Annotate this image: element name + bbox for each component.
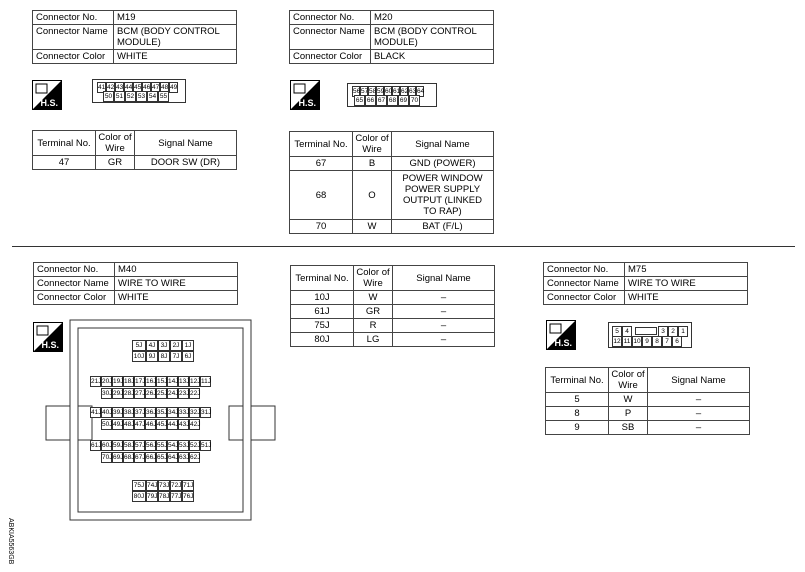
pin-69: 69 bbox=[399, 97, 408, 104]
color-cell: W bbox=[353, 220, 392, 234]
connector-name-label: Connector Name bbox=[544, 277, 625, 291]
pin-42: 42 bbox=[107, 84, 115, 91]
color-cell: O bbox=[353, 171, 392, 220]
terminal-cell: 61J bbox=[291, 305, 354, 319]
pin-26J: 26J bbox=[146, 390, 157, 397]
terminal-cell: 67 bbox=[290, 157, 353, 171]
connector-no-value: M40 bbox=[115, 263, 238, 277]
signal-cell: – bbox=[648, 421, 750, 435]
connector-no-value: M20 bbox=[371, 11, 494, 25]
pin-41: 41 bbox=[98, 84, 106, 91]
table-row bbox=[290, 171, 494, 220]
m75-key-slot bbox=[635, 327, 657, 335]
hs-label: H.S. bbox=[298, 98, 316, 108]
pin-42J: 42J bbox=[190, 421, 201, 428]
pin-45J: 45J bbox=[157, 421, 168, 428]
pin-46: 46 bbox=[143, 84, 151, 91]
pin-53J: 53J bbox=[179, 442, 190, 449]
figure-code: ABKIA5563GB bbox=[7, 518, 14, 565]
terminal-no-header: Terminal No. bbox=[546, 368, 609, 393]
table-row bbox=[290, 220, 494, 234]
wire-color-header: Color of Wire bbox=[354, 266, 393, 291]
m40-connector-face bbox=[44, 318, 277, 522]
signal-cell: – bbox=[648, 393, 750, 407]
m19-connector-face bbox=[92, 79, 186, 103]
pin-8: 8 bbox=[652, 336, 662, 347]
connector-no-label: Connector No. bbox=[544, 263, 625, 277]
pin-12: 12 bbox=[613, 338, 621, 345]
pin-62J: 62J bbox=[190, 454, 201, 461]
connector-color-label: Connector Color bbox=[34, 291, 115, 305]
pin-48: 48 bbox=[161, 84, 169, 91]
m20-info-table bbox=[289, 10, 494, 64]
connector-no-value: M75 bbox=[625, 263, 748, 277]
pin-60: 60 bbox=[385, 88, 393, 95]
pin-9J: 9J bbox=[146, 351, 158, 362]
pin-52J: 52J bbox=[190, 442, 201, 449]
pin-79J: 79J bbox=[147, 493, 158, 500]
pin-65J: 65J bbox=[157, 454, 168, 461]
wire-color-header: Color of Wire bbox=[353, 132, 392, 157]
pin-58J: 58J bbox=[124, 442, 135, 449]
table-row bbox=[546, 393, 750, 407]
pin-7J: 7J bbox=[170, 351, 182, 362]
pin-20J: 20J bbox=[102, 378, 113, 385]
pin-59J: 59J bbox=[113, 442, 124, 449]
hs-label: H.S. bbox=[41, 340, 59, 350]
pin-32J: 32J bbox=[190, 409, 201, 416]
pin-7: 7 bbox=[662, 336, 672, 347]
signal-name-header: Signal Name bbox=[392, 132, 494, 157]
m75-connector-face bbox=[608, 322, 692, 348]
pin-19J: 19J bbox=[113, 378, 124, 385]
signal-name-header: Signal Name bbox=[648, 368, 750, 393]
color-cell: R bbox=[354, 319, 393, 333]
terminal-cell: 10J bbox=[291, 291, 354, 305]
pin-66: 66 bbox=[366, 97, 375, 104]
pin-30J: 30J bbox=[102, 390, 113, 397]
color-cell: P bbox=[609, 407, 648, 421]
table-row bbox=[291, 319, 495, 333]
table-row bbox=[291, 291, 495, 305]
connector-color-value: BLACK bbox=[371, 50, 494, 64]
pin-74J: 74J bbox=[147, 482, 158, 489]
hs-harness-side-icon bbox=[290, 80, 320, 110]
pin-21J: 21J bbox=[91, 378, 102, 385]
wire-color-header: Color of Wire bbox=[96, 131, 135, 156]
signal-cell: BAT (F/L) bbox=[392, 220, 494, 234]
pin-18J: 18J bbox=[124, 378, 135, 385]
pin-73J: 73J bbox=[159, 482, 170, 489]
pin-54: 54 bbox=[148, 93, 157, 100]
connector-name-label: Connector Name bbox=[290, 25, 371, 50]
pin-46J: 46J bbox=[146, 421, 157, 428]
table-row bbox=[291, 333, 495, 347]
terminal-cell: 8 bbox=[546, 407, 609, 421]
color-cell: GR bbox=[96, 156, 135, 170]
pin-28J: 28J bbox=[124, 390, 135, 397]
pin-76J: 76J bbox=[183, 493, 194, 500]
pin-44: 44 bbox=[125, 84, 133, 91]
pin-61: 61 bbox=[393, 88, 401, 95]
pin-59: 59 bbox=[377, 88, 385, 95]
hs-label: H.S. bbox=[40, 98, 58, 108]
pin-2: 2 bbox=[668, 326, 678, 337]
signal-cell: – bbox=[393, 319, 495, 333]
signal-cell: – bbox=[648, 407, 750, 421]
pin-80J: 80J bbox=[133, 493, 145, 500]
m75-info-table bbox=[543, 262, 748, 305]
pin-51J: 51J bbox=[201, 442, 212, 449]
pin-4J: 4J bbox=[146, 340, 158, 351]
pin-11: 11 bbox=[623, 338, 631, 345]
color-cell: SB bbox=[609, 421, 648, 435]
pin-17J: 17J bbox=[135, 378, 146, 385]
pin-10: 10 bbox=[633, 338, 641, 345]
pin-45: 45 bbox=[134, 84, 142, 91]
pin-48J: 48J bbox=[124, 421, 135, 428]
pin-57: 57 bbox=[361, 88, 369, 95]
connector-name-label: Connector Name bbox=[34, 277, 115, 291]
pin-40J: 40J bbox=[102, 409, 113, 416]
hs-harness-side-icon bbox=[546, 320, 576, 350]
pin-41J: 41J bbox=[91, 409, 102, 416]
m40-signal-table bbox=[290, 265, 495, 347]
pin-61J: 61J bbox=[91, 442, 102, 449]
pin-57J: 57J bbox=[135, 442, 146, 449]
pin-9: 9 bbox=[642, 336, 652, 347]
pin-29J: 29J bbox=[113, 390, 124, 397]
signal-cell: – bbox=[393, 305, 495, 319]
signal-name-header: Signal Name bbox=[135, 131, 237, 156]
pin-1J: 1J bbox=[182, 340, 194, 351]
pin-13J: 13J bbox=[179, 378, 190, 385]
pin-11J: 11J bbox=[201, 378, 211, 385]
m40-info-table bbox=[33, 262, 238, 305]
section-divider bbox=[12, 246, 795, 247]
pin-66J: 66J bbox=[146, 454, 157, 461]
m19-signal-table bbox=[32, 130, 237, 170]
table-row bbox=[33, 156, 237, 170]
signal-name-header: Signal Name bbox=[393, 266, 495, 291]
pin-22J: 22J bbox=[190, 390, 201, 397]
terminal-cell: 70 bbox=[290, 220, 353, 234]
table-row bbox=[546, 421, 750, 435]
pin-67: 67 bbox=[377, 97, 386, 104]
connector-color-value: WHITE bbox=[115, 291, 238, 305]
pin-65: 65 bbox=[355, 97, 364, 104]
pin-4: 4 bbox=[622, 326, 632, 337]
m75-signal-table bbox=[545, 367, 750, 435]
pin-72J: 72J bbox=[171, 482, 182, 489]
pin-2J: 2J bbox=[170, 340, 182, 351]
signal-cell: DOOR SW (DR) bbox=[135, 156, 237, 170]
pin-44J: 44J bbox=[168, 421, 179, 428]
pin-10J: 10J bbox=[133, 353, 145, 360]
m19-info-table bbox=[32, 10, 237, 64]
m20-connector-face bbox=[347, 83, 437, 107]
pin-71J: 71J bbox=[183, 482, 194, 489]
pin-3: 3 bbox=[658, 326, 668, 337]
terminal-cell: 75J bbox=[291, 319, 354, 333]
pin-24J: 24J bbox=[168, 390, 179, 397]
connector-color-label: Connector Color bbox=[544, 291, 625, 305]
pin-25J: 25J bbox=[157, 390, 168, 397]
table-row bbox=[290, 157, 494, 171]
terminal-cell: 5 bbox=[546, 393, 609, 407]
pin-77J: 77J bbox=[171, 493, 182, 500]
terminal-no-header: Terminal No. bbox=[290, 132, 353, 157]
pin-23J: 23J bbox=[179, 390, 190, 397]
terminal-no-header: Terminal No. bbox=[33, 131, 96, 156]
connector-name-value: WIRE TO WIRE bbox=[625, 277, 748, 291]
pin-27J: 27J bbox=[135, 390, 146, 397]
pin-3J: 3J bbox=[158, 340, 170, 351]
pin-39J: 39J bbox=[113, 409, 124, 416]
terminal-cell: 80J bbox=[291, 333, 354, 347]
pin-6J: 6J bbox=[182, 351, 194, 362]
connector-no-label: Connector No. bbox=[290, 11, 371, 25]
pin-36J: 36J bbox=[146, 409, 157, 416]
pin-63J: 63J bbox=[179, 454, 190, 461]
connector-name-label: Connector Name bbox=[33, 25, 114, 50]
pin-12J: 12J bbox=[190, 378, 201, 385]
pin-54J: 54J bbox=[168, 442, 179, 449]
pin-62: 62 bbox=[401, 88, 409, 95]
pin-15J: 15J bbox=[157, 378, 168, 385]
pin-52: 52 bbox=[126, 93, 135, 100]
terminal-cell: 68 bbox=[290, 171, 353, 220]
pin-75J: 75J bbox=[133, 482, 145, 489]
pin-64J: 64J bbox=[168, 454, 179, 461]
connector-color-value: WHITE bbox=[114, 50, 237, 64]
pin-70J: 70J bbox=[102, 454, 113, 461]
pin-70: 70 bbox=[410, 97, 419, 104]
pin-43J: 43J bbox=[179, 421, 190, 428]
color-cell: W bbox=[354, 291, 393, 305]
pin-55: 55 bbox=[159, 93, 168, 100]
m20-signal-table bbox=[289, 131, 494, 234]
pin-34J: 34J bbox=[168, 409, 179, 416]
connector-name-value: BCM (BODY CONTROL MODULE) bbox=[114, 25, 237, 50]
pin-33J: 33J bbox=[179, 409, 190, 416]
pin-8J: 8J bbox=[158, 351, 170, 362]
table-row bbox=[546, 407, 750, 421]
pin-58: 58 bbox=[369, 88, 377, 95]
signal-cell: – bbox=[393, 291, 495, 305]
connector-name-value: BCM (BODY CONTROL MODULE) bbox=[371, 25, 494, 50]
terminal-no-header: Terminal No. bbox=[291, 266, 354, 291]
terminal-cell: 9 bbox=[546, 421, 609, 435]
pin-37J: 37J bbox=[135, 409, 146, 416]
connector-no-value: M19 bbox=[114, 11, 237, 25]
table-row bbox=[291, 305, 495, 319]
pin-1: 1 bbox=[678, 326, 688, 337]
pin-78J: 78J bbox=[159, 493, 170, 500]
pin-47J: 47J bbox=[135, 421, 146, 428]
pin-56J: 56J bbox=[146, 442, 157, 449]
pin-35J: 35J bbox=[157, 409, 168, 416]
pin-6: 6 bbox=[672, 336, 682, 347]
pin-5: 5 bbox=[612, 326, 622, 337]
pin-68J: 68J bbox=[124, 454, 135, 461]
signal-cell: GND (POWER) bbox=[392, 157, 494, 171]
pin-31J: 31J bbox=[201, 409, 212, 416]
signal-cell: – bbox=[393, 333, 495, 347]
pin-50J: 50J bbox=[102, 421, 113, 428]
wire-color-header: Color of Wire bbox=[609, 368, 648, 393]
hs-label: H.S. bbox=[554, 338, 572, 348]
pin-64: 64 bbox=[417, 88, 425, 95]
connector-no-label: Connector No. bbox=[34, 263, 115, 277]
pin-60J: 60J bbox=[102, 442, 113, 449]
connector-color-label: Connector Color bbox=[33, 50, 114, 64]
pin-38J: 38J bbox=[124, 409, 135, 416]
pin-51: 51 bbox=[115, 93, 124, 100]
color-cell: LG bbox=[354, 333, 393, 347]
pin-67J: 67J bbox=[135, 454, 146, 461]
connector-no-label: Connector No. bbox=[33, 11, 114, 25]
connector-color-label: Connector Color bbox=[290, 50, 371, 64]
terminal-cell: 47 bbox=[33, 156, 96, 170]
connector-color-value: WHITE bbox=[625, 291, 748, 305]
pin-14J: 14J bbox=[168, 378, 179, 385]
color-cell: W bbox=[609, 393, 648, 407]
signal-cell: POWER WINDOW POWER SUPPLY OUTPUT (LINKED TO RAP) bbox=[392, 171, 494, 220]
pin-5J: 5J bbox=[132, 340, 146, 351]
color-cell: B bbox=[353, 157, 392, 171]
connector-name-value: WIRE TO WIRE bbox=[115, 277, 238, 291]
pin-49: 49 bbox=[170, 84, 178, 91]
color-cell: GR bbox=[354, 305, 393, 319]
pin-50: 50 bbox=[104, 93, 113, 100]
pin-55J: 55J bbox=[157, 442, 168, 449]
pin-43: 43 bbox=[116, 84, 124, 91]
hs-harness-side-icon bbox=[32, 80, 62, 110]
pin-63: 63 bbox=[409, 88, 417, 95]
pin-53: 53 bbox=[137, 93, 146, 100]
pin-69J: 69J bbox=[113, 454, 124, 461]
pin-47: 47 bbox=[152, 84, 160, 91]
pin-49J: 49J bbox=[113, 421, 124, 428]
pin-68: 68 bbox=[388, 97, 397, 104]
pin-56: 56 bbox=[353, 88, 361, 95]
pin-16J: 16J bbox=[146, 378, 157, 385]
